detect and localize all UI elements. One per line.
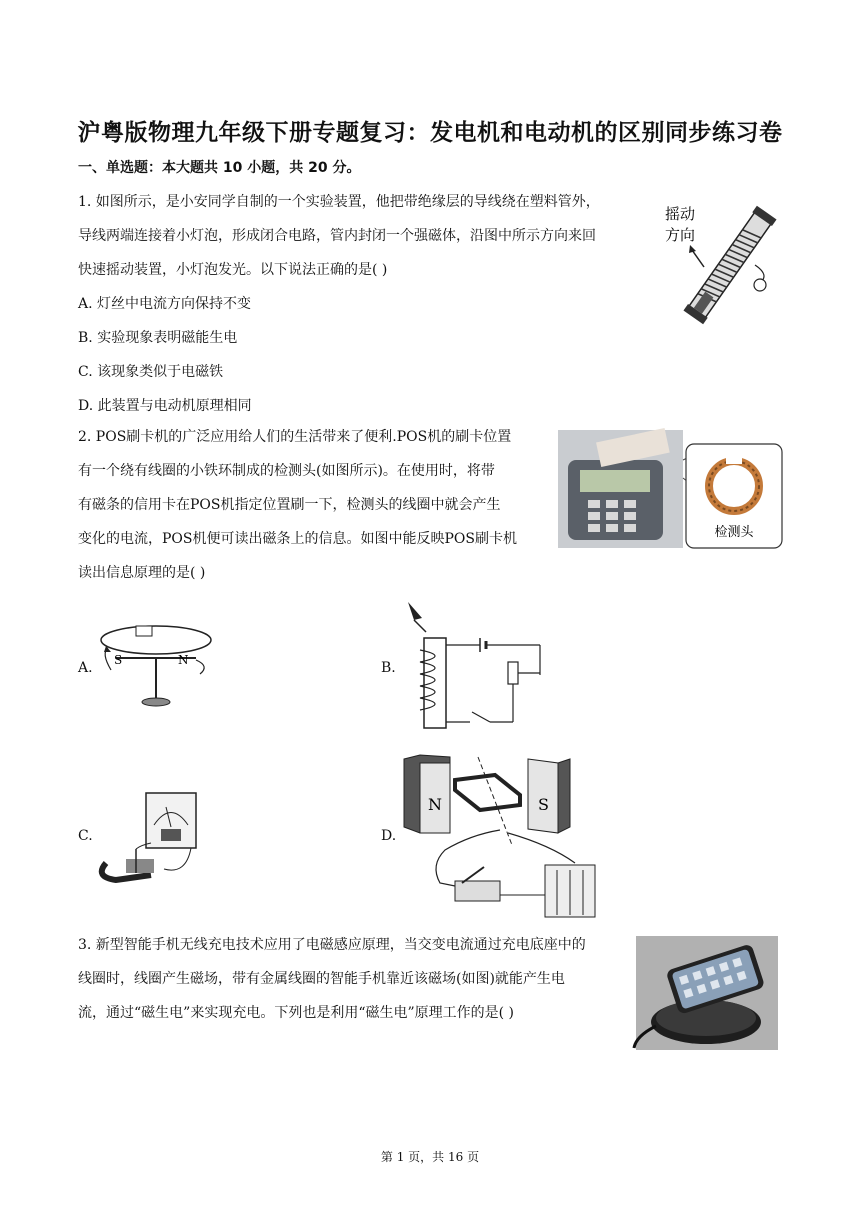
figure-label: 检测头: [714, 525, 754, 540]
figure-label: N: [178, 653, 189, 667]
question-3-text: [78, 928, 586, 1030]
electromagnet-figure: [400, 600, 550, 730]
page-title: 沪粤版物理九年级下册专题复习：发电机和电动机的区别同步练习卷: [77, 120, 783, 146]
q1-option-c: C. 该现象类似于电磁铁: [78, 364, 224, 380]
q3-line: 3. 新型智能手机无线充电技术应用了电磁感应原理，当交变电流通过充电底座中的: [78, 937, 586, 953]
q1-option-b: B. 实验现象表明磁能生电: [78, 330, 238, 346]
pos-machine-figure: [558, 430, 784, 550]
q1-option-d: D. 此装置与电动机原理相同: [78, 398, 252, 414]
section-heading: 一、单选题：本大题共 10 小题，共 20 分。: [78, 160, 361, 176]
q1-option-a: A. 灯丝中电流方向保持不变: [78, 296, 252, 312]
q2-line: 有一个绕有线圈的小铁环制成的检测头(如图所示)。在使用时，将带: [78, 463, 495, 479]
figure-label: 方向: [665, 226, 696, 244]
q1-line: 1. 如图所示，是小安同学自制的一个实验装置，他把带绝缘层的导线绕在塑料管外，: [78, 194, 600, 210]
q3-line: 流，通过“磁生电”来实现充电。下列也是利用“磁生电”原理工作的是( ): [78, 1005, 515, 1021]
q2-line: 变化的电流，POS机便可读出磁条上的信息。如图中能反映POS刷卡机: [78, 531, 517, 547]
q2-option-c: C.: [78, 828, 93, 844]
figure-label: S: [114, 653, 123, 667]
q1-line: 快速摇动装置，小灯泡发光。以下说法正确的是( ): [78, 262, 388, 278]
q2-option-b: B.: [381, 660, 396, 676]
motor-figure: [400, 755, 600, 920]
question-1-text: [78, 185, 600, 287]
galvanometer-figure: [96, 785, 206, 883]
wireless-charger-photo: [636, 936, 778, 1050]
shaking-tube-figure: [660, 195, 785, 330]
figure-label: S: [538, 795, 549, 814]
oersted-figure: [96, 618, 216, 710]
page-footer: 第 1 页，共 16 页: [380, 1150, 480, 1164]
q2-line: 有磁条的信用卡在POS机指定位置刷一下，检测头的线圈中就会产生: [78, 497, 501, 513]
figure-label: N: [428, 795, 442, 814]
q1-line: 导线两端连接着小灯泡，形成闭合电路，管内封闭一个强磁体，沿图中所示方向来回: [78, 228, 596, 244]
question-2-text: [78, 420, 517, 590]
q2-line: 读出信息原理的是( ): [78, 565, 206, 581]
q2-option-a: A.: [78, 660, 93, 676]
q2-line: 2. POS刷卡机的广泛应用给人们的生活带来了便利.POS机的刷卡位置: [78, 429, 512, 445]
q3-line: 线圈时，线圈产生磁场，带有金属线圈的智能手机靠近该磁场(如图)就能产生电: [78, 971, 565, 987]
figure-label: 摇动: [665, 205, 696, 223]
q2-option-d: D.: [381, 828, 397, 844]
